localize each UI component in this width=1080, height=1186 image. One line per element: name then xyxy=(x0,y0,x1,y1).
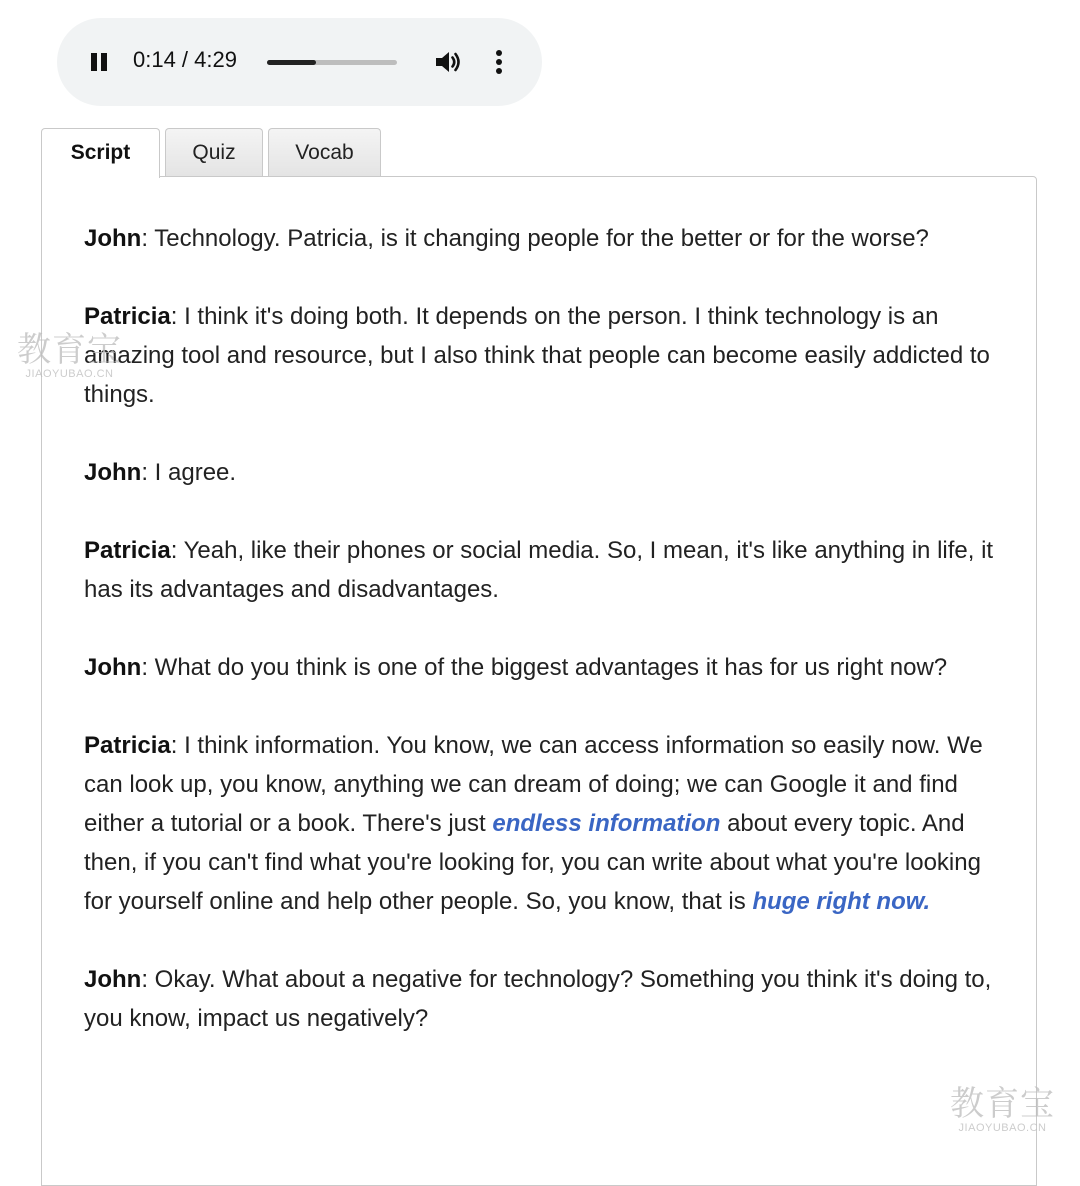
line-text: I think information. You know, we can access information so easily now. We can look up, you know, anything we can dream of doing; we can Google it and find either a tutorial or a book. There's just xyxy=(84,732,983,837)
transcript-line: John: Technology. Patricia, is it changing people for the better or for the worse? xyxy=(84,225,929,252)
watermark-logo: 教育宝 JIAOYUBAO.CN xyxy=(950,1084,1055,1134)
speaker-name: John xyxy=(84,225,142,252)
line-text: Okay. What about a negative for technology? Something you think it's doing to, you know, impact us negatively? xyxy=(84,966,992,1032)
line-text: Yeah, like their phones or social media. So, I mean, it's like anything in life, it has its advantages and disadvantages. xyxy=(84,537,994,603)
speaker-name: Patricia xyxy=(84,537,171,564)
volume-button[interactable] xyxy=(433,47,463,77)
progress-slider[interactable] xyxy=(267,60,397,65)
highlighted-phrase: endless information xyxy=(492,810,721,837)
line-text: Technology. Patricia, is it changing people for the better or for the worse? xyxy=(154,225,929,252)
watermark-logo: 教育宝 JIAOYUBAO.CN xyxy=(17,330,122,380)
tab-script[interactable]: Script xyxy=(41,128,160,178)
pause-icon xyxy=(91,53,97,71)
progress-fill xyxy=(267,60,316,65)
line-text: I think it's doing both. It depends on the person. I think technology is an amazing tool and resource, but I also think that people can become easily addicted to things. xyxy=(84,303,990,408)
audio-player xyxy=(57,18,542,106)
transcript-line: Patricia: I think information. You know, we can access information so easily now. We can look up, you know, anything we can dream of doing; we can Google it and find either a tutorial or a book. There's just endless information about every topic. And then, if you can't find what you're looking for, you can write about what you're looking for yourself online and help other people. So, you know, that is huge right now. xyxy=(84,732,983,915)
tab-quiz[interactable]: Quiz xyxy=(165,128,263,176)
transcript-line: Patricia: I think it's doing both. It depends on the person. I think technology is an amazing tool and resource, but I also think that people can become easily addicted to things. xyxy=(84,303,990,408)
tab-vocab[interactable]: Vocab xyxy=(268,128,381,176)
more-options-button[interactable] xyxy=(489,46,509,78)
transcript-line: John: I agree. xyxy=(84,459,237,486)
transcript-line: Patricia: Yeah, like their phones or social media. So, I mean, it's like anything in life, it has its advantages and disadvantages. xyxy=(84,537,994,603)
pause-button[interactable] xyxy=(85,48,111,76)
speaker-name: Patricia xyxy=(84,732,171,759)
highlighted-phrase: huge right now. xyxy=(752,888,931,915)
line-text: I agree. xyxy=(154,459,237,486)
speaker-name: John xyxy=(84,459,142,486)
transcript-line: John: What do you think is one of the biggest advantages it has for us right now? xyxy=(84,654,948,681)
line-text: about every topic. And then, if you can't find what you're looking for, you can write about what you're looking for yourself online and help other people. So, you know, that is xyxy=(84,810,981,915)
speaker-name: Patricia xyxy=(84,303,171,330)
transcript-line: John: Okay. What about a negative for technology? Something you think it's doing to, you know, impact us negatively? xyxy=(84,966,992,1032)
script-panel xyxy=(41,176,1037,1186)
line-text: What do you think is one of the biggest advantages it has for us right now? xyxy=(154,654,948,681)
volume-icon xyxy=(433,47,463,77)
time-display: 0:14 / 4:29 xyxy=(133,47,237,72)
speaker-name: John xyxy=(84,966,142,993)
transcript xyxy=(84,219,999,1077)
speaker-name: John xyxy=(84,654,142,681)
